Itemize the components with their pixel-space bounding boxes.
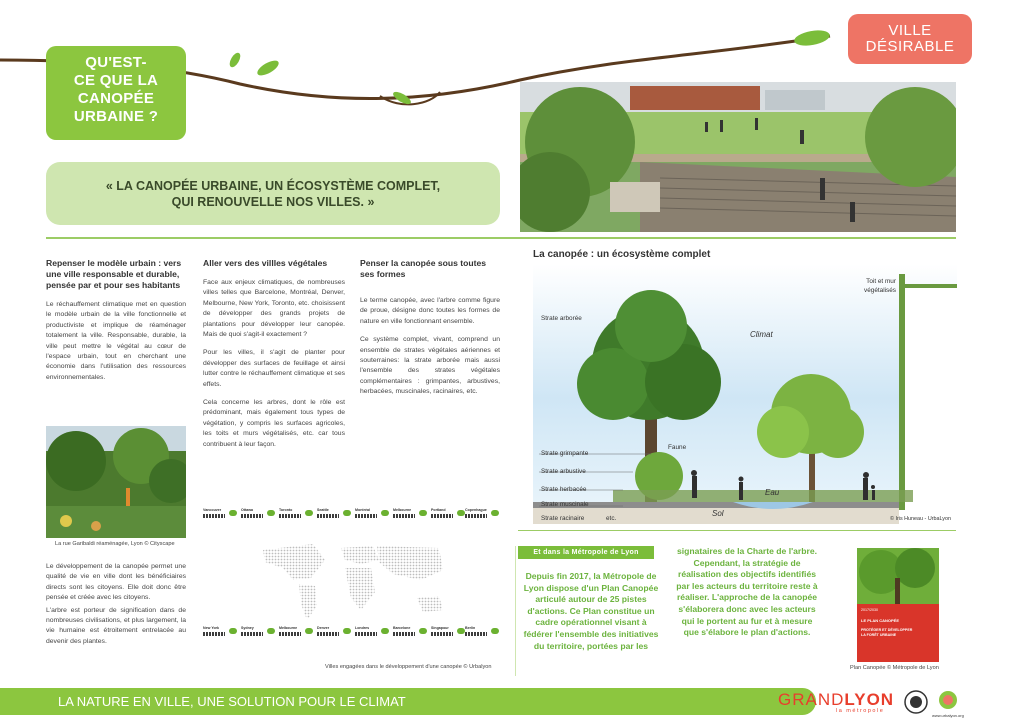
brand-subtitle: la métropole [836,708,885,714]
footer-banner [46,688,816,715]
title-line: CE QUE LA [73,72,159,89]
city-name: Londres [355,626,370,630]
metropole-text-right: signataires de la Charte de l'arbre. Cependant, la stratégie de réalisation des objectifs identifiés par les acteurs du territoire reste à réaliser. L'approche de la canopée s'élaborera donc avec les acteurs qui le portent au fur et à mesure que s'élabore le plan d'actions. [676,546,818,638]
leaf-icon [229,510,237,516]
title-line: URBAINE ? [73,108,159,125]
section-tag [848,14,972,64]
city-item [241,508,275,518]
world-map-infographic [203,506,500,662]
city-name: Vancouver [203,508,222,512]
leaf-icon [343,510,351,516]
paragraph: Le terme canopée, avec l'arbre comme figure de proue, désigne donc toutes les formes de nature en ville fonctionnant ensemble. [360,297,500,325]
leaf-icon [305,628,313,634]
page-title [46,46,186,140]
label-faune: Faune [668,444,687,451]
emblem-icon [904,690,928,714]
paragraph: L'arbre est porteur de signification dans de nombreuses civilisations, et plus largement, la vie humaine est étroitement entrelacée au devenir des plantes. [46,606,186,645]
paragraph: Le développement de la canopée permet une qualité de vie en ville dont les bénéficiaires directs sont les citoyens. Elle doit donc être pensée et créée avec les citoyens. [46,563,186,602]
city-item [355,508,389,518]
city-item [279,508,313,518]
leaf-icon [491,628,499,634]
world-map [253,540,453,624]
label-toit: Toit et mur végétalisés [864,278,896,294]
garibaldi-photo [46,426,186,538]
column-green-cities [203,258,345,458]
cover-line: LE PLAN CANOPÉE [861,618,900,623]
label-eau: Eau [765,488,780,497]
website: www.urbalyon.org [932,713,964,718]
label-sol: Sol [712,509,724,518]
leaf-icon [381,510,389,516]
city-name: Barcelone [393,626,411,630]
column-heading: Repenser le modèle urbain : vers une ville responsable et durable, pensée par et pour ses habitants [46,258,182,290]
column-heading: Aller vers des villles végétales [203,258,328,268]
city-item [279,626,313,636]
paragraph: Cela concerne les arbres, dont le rôle est prédominant, mais également tous types de végétation, y compris les surfaces agricoles, les toits et murs végétalisés, etc. car tous contribuent à leur façon. [203,399,345,448]
cover-tree-image [857,548,939,604]
label-strate-arboree: Strate arborée [541,315,582,322]
quote-banner [46,162,500,225]
label-strate-racinaire: Strate racinaire [541,515,585,522]
label-climat: Climat [750,330,773,339]
leaf-icon [343,628,351,634]
metropole-label: Et dans la Métropole de Lyon [518,546,654,559]
brand-lyon: LYON [844,690,895,709]
leaf-icon [267,510,275,516]
city-item [317,508,351,518]
city-name: Sydney [241,626,254,630]
city-bars [355,514,377,518]
city-bars [279,632,301,636]
tag-line: DÉSIRABLE [865,38,955,55]
tag-line: VILLE [888,22,932,39]
leaf-icon [229,628,237,634]
city-bars [355,632,377,636]
leaf-icon [457,628,465,634]
metropole-text-left: Depuis fin 2017, la Métropole de Lyon dispose d'un Plan Canopée articulé autour de 25 pistes d'actions. Ce Plan constitue un cadre opérationnel visant à fédérer l'ensemble des initiatives du territoire, portées par les [523,571,659,651]
city-item [317,626,351,636]
column-canopy-forms [360,258,500,406]
leaf-icon [419,510,427,516]
map-caption: Villes engagées dans le développement d'une canopée © Urbalyon [325,664,492,670]
city-bars [393,632,415,636]
city-item [431,508,465,518]
title-line: CANOPÉE [77,90,155,107]
city-name: Seattle [317,508,329,512]
city-bars [203,632,225,636]
city-bars [279,514,301,518]
footer-slogan: LA NATURE EN VILLE, UNE SOLUTION POUR LE CLIMAT [58,694,406,709]
city-name: Berlin [465,626,476,630]
leaf-icon [491,510,499,516]
city-bars [241,514,263,518]
label-strate-grimpante: Strate grimpante [541,450,589,457]
grandlyon-logo [778,690,894,710]
title-line: QU'EST- [85,54,147,71]
city-bars [393,514,415,518]
park-photo [520,82,956,232]
diagram-title: La canopée : un écosystème complet [533,249,711,260]
city-name: Montréal [355,508,370,512]
city-bars [431,632,453,636]
column-heading: Penser la canopée sous toutes ses formes [360,258,487,279]
city-bars [317,632,339,636]
city-name: Denver [317,626,330,630]
leaf-icon [457,510,465,516]
cover-caption: Plan Canopée © Métropole de Lyon [850,665,939,671]
city-item [465,508,499,518]
divider [515,546,516,676]
column-urban-model-continued [46,562,186,655]
paragraph: Pour les villes, il s'agit de planter pour développer des surfaces de feuillage et ainsi lutter contre le réchauffement climatique et ses effets. [203,349,345,388]
city-item [355,626,389,636]
city-item [393,626,427,636]
city-item [431,626,465,636]
city-name: Ottawa [241,508,253,512]
canopy-diagram [533,264,957,526]
city-bars [465,632,487,636]
label-etc: etc. [606,515,617,522]
diagram-credit: © Iris Huneau - UrbaLyon [890,516,951,522]
leaf-icon [305,510,313,516]
photo-caption: La rue Garibaldi réaménagée, Lyon © Cityscape [55,541,175,547]
leaf-icon [419,628,427,634]
city-name: Copenhague [465,508,487,512]
leaf-icon [381,628,389,634]
city-bars [465,514,487,518]
plan-canopee-cover [857,548,939,662]
urbalyon-logo-icon [936,690,960,710]
quote-line: QUI RENOUVELLE NOS VILLES. » [171,195,375,209]
label-strate-herbacee: Strate herbacée [541,486,587,493]
city-item [203,626,237,636]
cover-line: PROTÉGER ET DÉVELOPPER [861,628,913,632]
city-item [393,508,427,518]
city-bars [203,514,225,518]
city-item [465,626,499,636]
label-strate-muscinale: Strate muscinale [541,501,589,508]
city-name: Melbourne [393,508,412,512]
paragraph: Face aux enjeux climatiques, de nombreuses villes telles que Barcelone, Montréal, Denver, Melbourne, New York, Toronto, etc. choisissent de développer des grands projets de plantations pour développer leur canopée. Mais de quoi s'agit-il exactement ? [203,279,345,339]
paragraph: Le réchauffement climatique met en question le modèle urbain de la ville fonctionnelle et productiviste et implique de réaménager totalement la ville. Responsable, durable, la ville peut mettre le végétal au cœur de l'espace urbain, tout en cherchant une économie dans l'utilisation des ressources environnementales. [46,301,186,381]
city-name: Singapour [431,626,449,630]
cover-date: 2017/2030 [861,608,878,612]
city-name: Toronto [279,508,293,512]
city-item [241,626,275,636]
divider [518,530,956,531]
paragraph: Ce système complet, vivant, comprend un ensemble de strates végétales aériennes et souterraines: la strate arborée mais aussi l'ensemble des strates végétales complémentaires : grimpantes, arbustives, herbacées, muscinales, racinaires, etc. [360,336,500,396]
brand-grand: GRAND [778,690,845,709]
city-name: Melbourne [279,626,298,630]
city-bars [241,632,263,636]
city-item [203,508,237,518]
quote-line: « LA CANOPÉE URBAINE, UN ÉCOSYSTÈME COMPLET, [105,179,441,193]
city-name: New York [203,626,220,630]
label-strate-arbustive: Strate arbustive [541,468,586,475]
city-name: Portland [431,508,446,512]
column-urban-model [46,258,186,391]
leaf-icon [267,628,275,634]
city-bars [317,514,339,518]
city-bars [431,514,453,518]
divider [46,237,956,239]
cover-line: LA FORÊT URBAINE [861,633,897,637]
